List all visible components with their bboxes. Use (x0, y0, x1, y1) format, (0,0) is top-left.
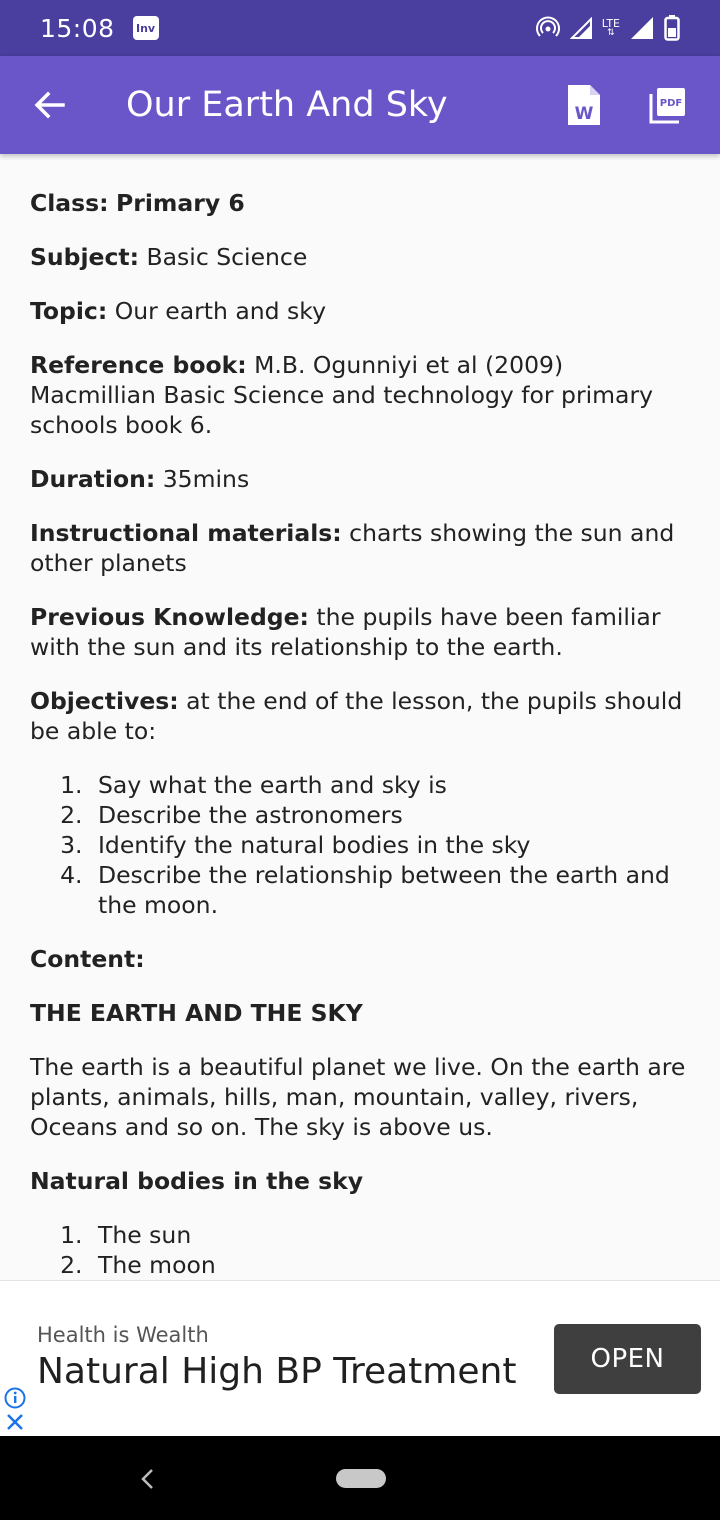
arrow-left-icon (33, 89, 65, 121)
subject-label: Subject: (30, 243, 140, 271)
subject-row (30, 242, 690, 272)
status-bar (0, 0, 720, 56)
nav-back-button[interactable] (130, 1462, 164, 1496)
export-pdf-button[interactable] (626, 56, 710, 154)
reference-value: M.B. Ogunniyi et al (2009) Macmillian Basic Science and technology for primary schools book 6. (30, 351, 654, 439)
materials-row (30, 518, 690, 578)
word-document-icon (566, 83, 602, 127)
hotspot-icon (536, 16, 560, 40)
notification-badge-icon: Inv (133, 16, 159, 40)
list-item: 1. Say what the earth and sky is (90, 770, 690, 800)
list-item: 3. Identify the natural bodies in the sky (90, 830, 690, 860)
objectives-list (90, 770, 690, 920)
svg-text:PDF: PDF (659, 98, 683, 109)
reference-label: Reference book: (30, 351, 247, 379)
class-value: Primary 6 (116, 189, 245, 217)
materials-value: charts showing the sun and other planets (30, 519, 675, 577)
previous-knowledge-value: the pupils have been familiar with the sun and its relationship to the earth. (30, 603, 661, 661)
content-label: Content: (30, 945, 145, 973)
duration-label: Duration: (30, 465, 156, 493)
data-arrows-icon: ⇅ (607, 28, 615, 38)
natural-bodies-row (30, 1166, 690, 1196)
system-nav-bar (0, 1436, 720, 1520)
list-item: 2. Describe the astronomers (90, 800, 690, 830)
list-item: 1. The sun (90, 1220, 690, 1250)
natural-bodies-list (90, 1220, 690, 1280)
ad-advertiser: Health is Wealth (37, 1323, 209, 1347)
subject-value: Basic Science (146, 243, 308, 271)
app-bar (0, 56, 720, 154)
objectives-row (30, 686, 690, 746)
signal-icon (570, 17, 592, 39)
signal-full-icon (630, 16, 654, 40)
back-button[interactable] (0, 56, 98, 154)
duration-row (30, 464, 690, 494)
section-heading: THE EARTH AND THE SKY (30, 999, 363, 1027)
class-label: Class: (30, 189, 109, 217)
page-title: Our Earth And Sky (126, 85, 448, 125)
ad-info-icon[interactable] (4, 1387, 26, 1409)
list-item: 4. Describe the relationship between the earth and the moon. (90, 860, 690, 920)
topic-row (30, 296, 690, 326)
previous-knowledge-label: Previous Knowledge: (30, 603, 309, 631)
topic-label: Topic: (30, 297, 108, 325)
lte-label: LTE (601, 17, 620, 30)
topic-value: Our earth and sky (114, 297, 326, 325)
ad-headline[interactable]: Natural High BP Treatment (37, 1351, 517, 1392)
previous-knowledge-row (30, 602, 690, 662)
section-heading-row (30, 998, 690, 1028)
objectives-value: at the end of the lesson, the pupils should be able to: (30, 687, 683, 745)
ad-close-icon[interactable] (5, 1412, 25, 1432)
materials-label: Instructional materials: (30, 519, 342, 547)
ad-open-button[interactable]: OPEN (554, 1324, 701, 1394)
ad-banner[interactable] (0, 1280, 720, 1436)
list-item: 2. The moon (90, 1250, 690, 1280)
duration-value: 35mins (162, 465, 250, 493)
status-icons (536, 15, 680, 41)
objectives-label: Objectives: (30, 687, 179, 715)
class-row (30, 188, 690, 218)
lesson-content (0, 154, 720, 1280)
chevron-left-icon (138, 1468, 156, 1490)
body-paragraph: The earth is a beautiful planet we live. On the earth are plants, animals, hills, man, mountain, valley, rivers, Oceans and so on. The sky is above us. (30, 1053, 686, 1141)
reference-row (30, 350, 690, 440)
pdf-icon (648, 85, 688, 125)
status-time: 15:08 (40, 13, 115, 43)
natural-bodies-heading: Natural bodies in the sky (30, 1167, 364, 1195)
svg-text:W: W (574, 104, 594, 124)
content-row (30, 944, 690, 974)
battery-icon (664, 15, 680, 41)
nav-home-pill[interactable] (336, 1469, 386, 1488)
lte-indicator (602, 18, 620, 38)
export-word-button[interactable] (542, 56, 626, 154)
